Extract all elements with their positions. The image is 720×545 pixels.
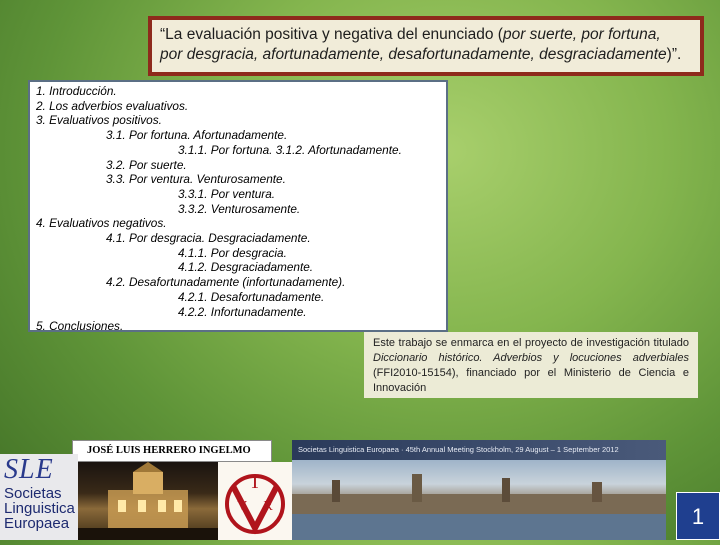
sle-logo xyxy=(0,454,78,540)
toc-item: 3.2. Por suerte. xyxy=(106,157,187,172)
table-of-contents xyxy=(28,80,448,332)
stockholm-photo xyxy=(292,460,666,540)
title-italic-2: por desgracia, afortunadamente, desafortunadamente, desgraciadamente xyxy=(160,46,667,63)
slide-number: 1 xyxy=(676,492,720,540)
slide-title xyxy=(148,16,704,76)
university-seal xyxy=(218,462,292,540)
conference-banner: Societas Linguistica Europaea · 45th Annual Meeting Stockholm, 29 August – 1 September 2012 xyxy=(292,440,666,460)
toc-item: 3.3.1. Por ventura. xyxy=(178,186,276,201)
sle-logo-word: Europaea xyxy=(4,515,70,532)
building-photo xyxy=(78,462,218,540)
toc-item: 2. Los adverbios evaluativos. xyxy=(36,98,189,113)
toc-item: 4. Evaluativos negativos. xyxy=(36,216,167,231)
seal-letter: T xyxy=(248,471,262,493)
toc-item: 3. Evaluativos positivos. xyxy=(36,113,162,128)
toc-item: 4.1.1. Por desgracia. xyxy=(178,245,287,260)
title-text-after: )”. xyxy=(666,46,682,63)
toc-item: 1. Introducción. xyxy=(36,84,117,98)
toc-item: 3.3. Por ventura. Venturosamente. xyxy=(106,172,286,187)
toc-item: 5. Conclusiones. xyxy=(36,319,124,334)
title-italic-1: por suerte, por fortuna, xyxy=(502,26,661,43)
info-text-2: (FFI2010-15154), financiado por el Ministerio de Ciencia e Innovación xyxy=(373,367,689,394)
toc-item: 4.2.1. Desafortunadamente. xyxy=(178,289,325,304)
toc-item: 3.1. Por fortuna. Afortunadamente. xyxy=(106,128,288,143)
sle-logo-title: SLE xyxy=(4,454,54,485)
seal-letter: V xyxy=(236,499,248,514)
toc-item: 4.2.2. Infortunadamente. xyxy=(178,304,307,319)
toc-item: 3.1.1. Por fortuna. 3.1.2. Afortunadamente. xyxy=(178,142,402,157)
toc-item: 4.1. Por desgracia. Desgraciadamente. xyxy=(106,231,311,246)
toc-item: 4.2. Desafortunadamente (infortunadamente). xyxy=(106,275,346,290)
building-illustration xyxy=(78,462,218,540)
project-info xyxy=(364,332,698,398)
toc-item: 4.1.2. Desgraciadamente. xyxy=(178,260,314,275)
sle-logo-word: Societas xyxy=(4,485,62,502)
city-illustration xyxy=(292,460,666,540)
toc-item: 3.3.2. Venturosamente. xyxy=(178,201,301,216)
title-text-before: “La evaluación positiva y negativa del enunciado ( xyxy=(160,26,503,43)
sle-logo-word: Linguistica xyxy=(4,500,75,517)
seal-letter: R xyxy=(263,499,273,514)
info-text-1: Este trabajo se enmarca en el proyecto de investigación titulado xyxy=(373,337,689,349)
info-italic: Diccionario histórico. Adverbios y locuciones adverbiales xyxy=(373,352,689,364)
seal-emblem xyxy=(218,462,292,540)
author-name: JOSÉ LUIS HERRERO INGELMO xyxy=(72,440,272,462)
